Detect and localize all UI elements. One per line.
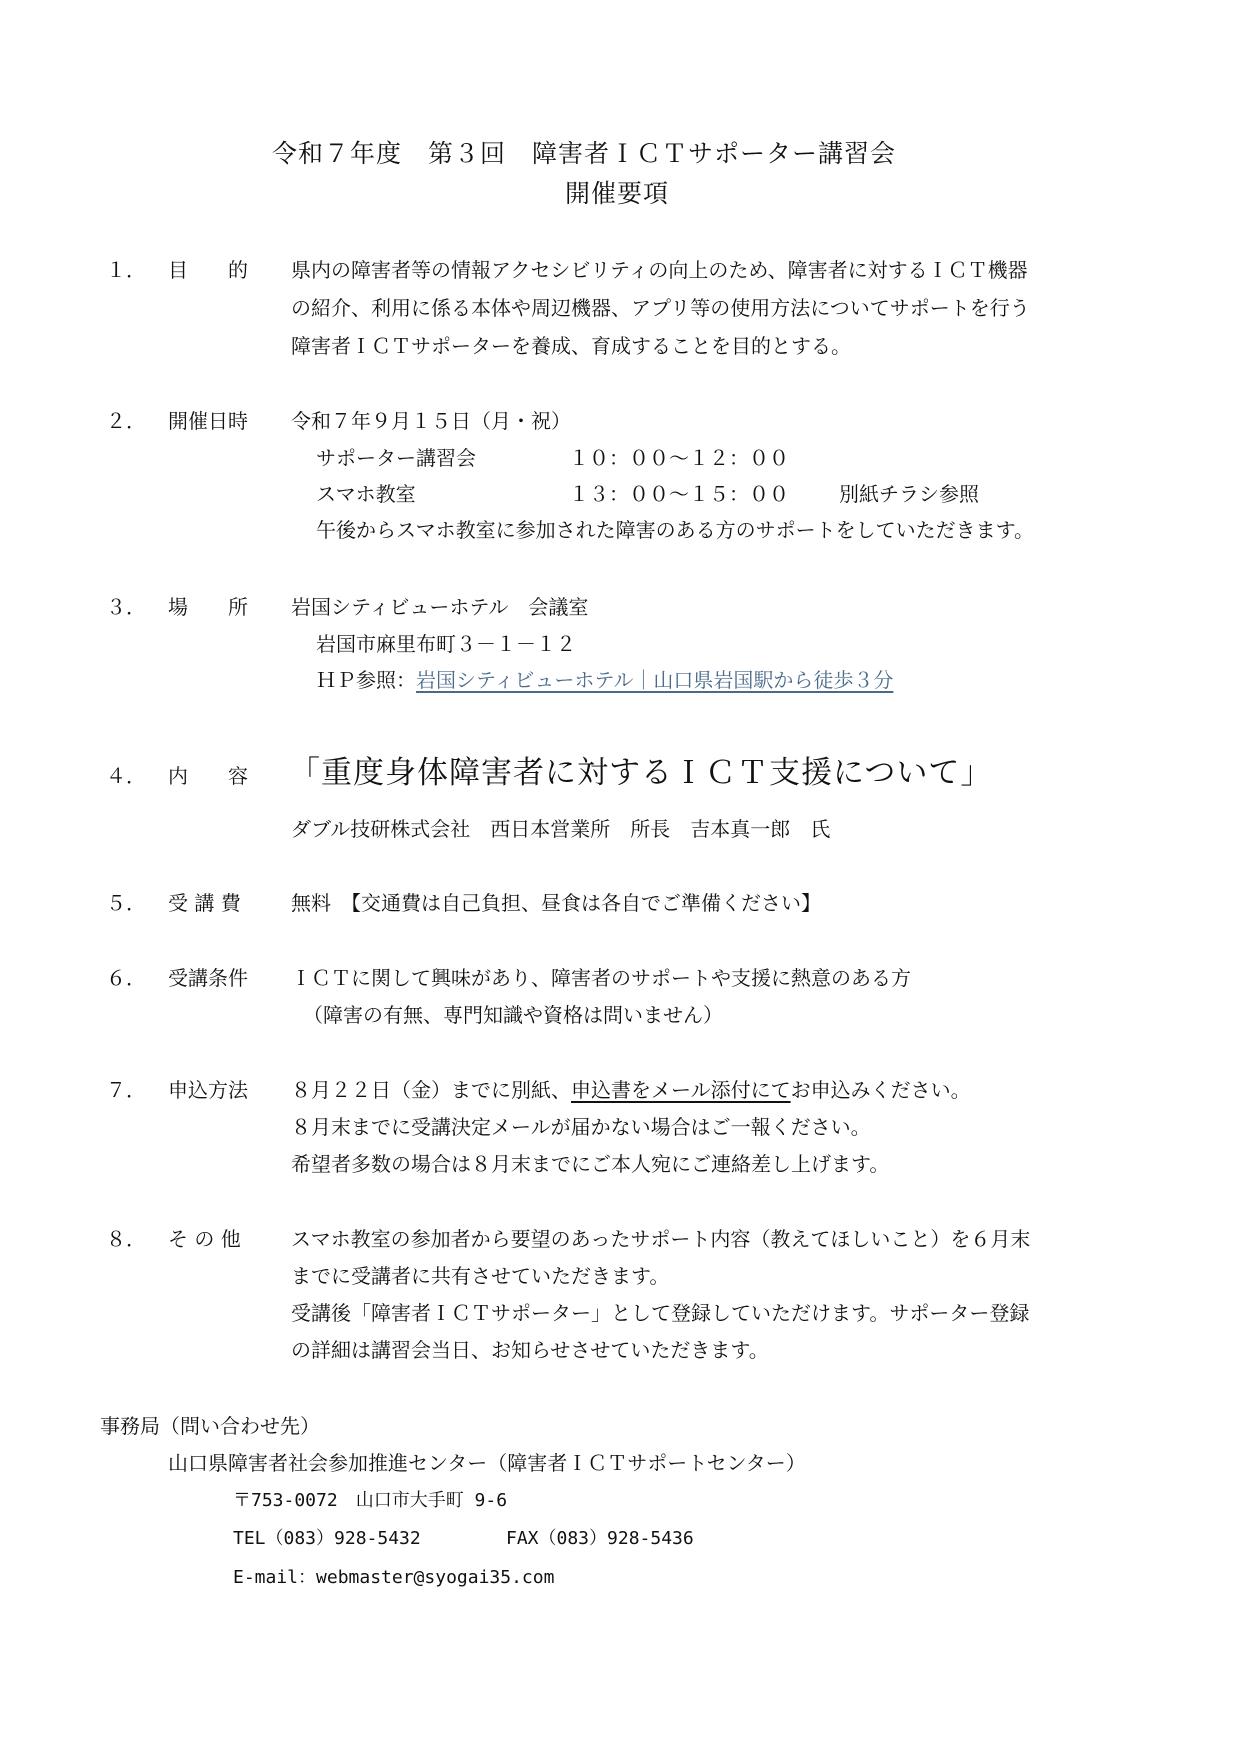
- application-form-link[interactable]: 申込書をメール添付にて: [571, 1078, 791, 1102]
- section-text: 受講後「障害者ＩＣＴサポーター」として登録していただけます。サポーター登録: [291, 1301, 1030, 1325]
- schedule-name: サポーター講習会: [316, 446, 476, 470]
- section-number: １．: [106, 258, 146, 282]
- fee-text: 無料 【交通費は自己負担、昼食は各自でご準備ください】: [291, 891, 821, 915]
- hotel-link[interactable]: 岩国シティビューホテル｜山口県岩国駅から徒歩３分: [416, 668, 894, 692]
- section-label: 受 講 費: [168, 891, 241, 915]
- section-text: ＩＣＴに関して興味があり、障害者のサポートや支援に熱意のある方: [291, 966, 911, 990]
- section-number: ５．: [106, 891, 146, 915]
- section-text: 障害者ＩＣＴサポーターを養成、育成することを目的とする。: [291, 334, 851, 358]
- event-date: 令和７年９月１５日（月・祝）: [291, 409, 571, 433]
- section-number: ２．: [106, 409, 146, 433]
- lecture-topic: 「重度身体障害者に対するＩＣＴ支援について」: [289, 755, 993, 791]
- hp-label: ＨＰ参照：: [316, 668, 416, 692]
- section-number: ３．: [106, 595, 146, 619]
- schedule-name: スマホ教室: [316, 482, 416, 506]
- schedule-time: １３：００～１５：００: [569, 482, 789, 506]
- application-line: [291, 1080, 971, 1100]
- section-text: 県内の障害者等の情報アクセシビリティの向上のため、障害者に対するＩＣＴ機器: [291, 258, 1028, 282]
- section-text: の詳細は講習会当日、お知らせさせていただきます。: [291, 1338, 769, 1362]
- section-text: ８月２２日（金）までに別紙、: [291, 1078, 571, 1102]
- schedule-note: 別紙チラシ参照: [839, 482, 979, 506]
- section-label: 目 的: [168, 258, 248, 282]
- venue-address: 岩国市麻里布町３－１－１２: [316, 632, 576, 656]
- section-label: そ の 他: [168, 1227, 241, 1251]
- contact-fax: FAX（083）928-5436: [506, 1528, 694, 1549]
- section-number: ７．: [106, 1078, 146, 1102]
- section-label: 場 所: [168, 595, 248, 619]
- section-label: 申込方法: [168, 1078, 248, 1102]
- section-text: スマホ教室の参加者から要望のあったサポート内容（教えてほしいこと）を６月末: [291, 1227, 1031, 1251]
- page-title: 令和７年度 第３回 障害者ＩＣＴサポーター講習会: [272, 139, 897, 168]
- contact-email[interactable]: E-mail：webmaster@syogai35.com: [233, 1567, 555, 1588]
- page-subtitle: 開催要項: [565, 179, 670, 208]
- contact-tel: TEL（083）928-5432: [233, 1528, 421, 1549]
- schedule-time: １０：００～１２：００: [569, 446, 789, 470]
- contact-org: 山口県障害者社会参加推進センター（障害者ＩＣＴサポートセンター）: [168, 1451, 806, 1475]
- section-label: 開催日時: [168, 409, 248, 433]
- section-text: までに受講者に共有させていただきます。: [291, 1264, 670, 1288]
- lecture-speaker: ダブル技研株式会社 西日本営業所 所長 吉本真一郎 氏: [291, 817, 831, 841]
- section-text: の紹介、利用に係る本体や周辺機器、アプリ等の使用方法についてサポートを行う: [291, 296, 1030, 320]
- section-text: （障害の有無、専門知識や資格は問いません）: [303, 1003, 723, 1027]
- section-label: 受講条件: [168, 966, 248, 990]
- contact-heading: 事務局（問い合わせ先）: [100, 1414, 320, 1438]
- section-text: ８月末までに受講決定メールが届かない場合はご一報ください。: [291, 1115, 871, 1139]
- section-text: 希望者多数の場合は８月末までにご本人宛にご連絡差し上げます。: [291, 1152, 890, 1176]
- section-number: ８．: [106, 1227, 146, 1251]
- section-number: ４．: [106, 764, 146, 788]
- venue-name: 岩国シティビューホテル 会議室: [291, 595, 589, 619]
- section-number: ６．: [106, 966, 146, 990]
- venue-hp-line: [316, 670, 893, 690]
- section-text: 午後からスマホ教室に参加された障害のある方のサポートをしていただきます。: [316, 518, 1034, 542]
- section-text: お申込みください。: [790, 1078, 971, 1102]
- contact-postal: 〒753-0072 山口市大手町 9-6: [233, 1490, 508, 1511]
- section-label: 内 容: [168, 764, 248, 788]
